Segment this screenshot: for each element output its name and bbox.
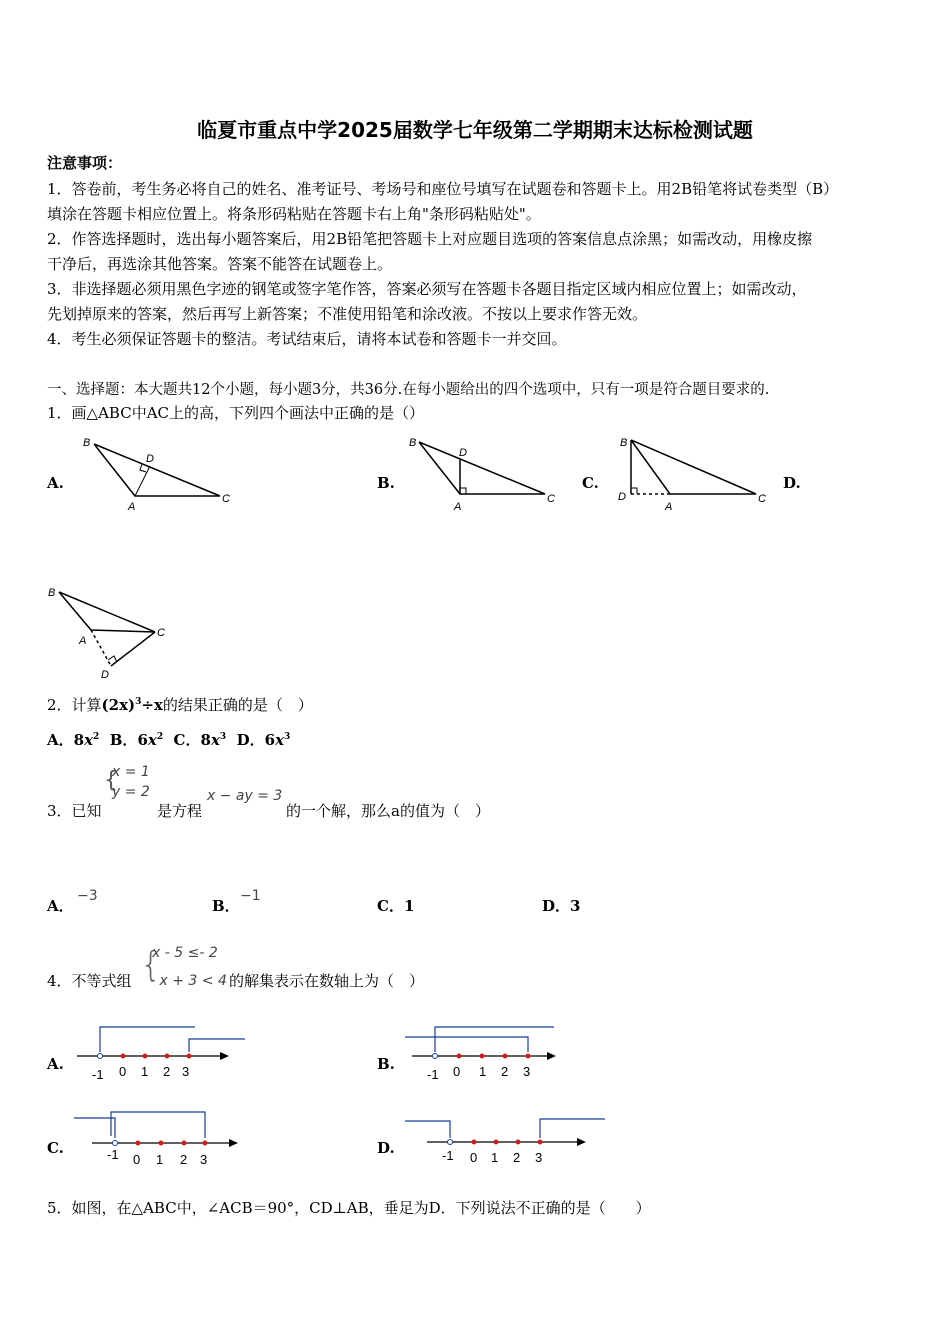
q4-option-c-label: C. (47, 1139, 64, 1157)
q4-numberline-a (75, 1022, 255, 1084)
q3-option-b-letter: B． (212, 897, 240, 915)
question-3-pre: 3．已知 (47, 802, 102, 820)
tick-label: 1 (141, 1064, 149, 1079)
tick-label: 0 (453, 1064, 461, 1079)
vertex-a-label: A (454, 501, 462, 513)
vertex-c-label: C (222, 493, 230, 505)
q1-option-c-label: C. (582, 474, 599, 492)
q1-figure-d (45, 582, 175, 682)
q1-figure-c (612, 432, 777, 514)
q1-figure-a (80, 436, 240, 516)
tick-label: 2 (513, 1150, 521, 1165)
notice-line: 3．非选择题必须用黑色字迹的钢笔或签字笔作答，答案必须写在答题卡各题目指定区域内相应位置上；如需改动， (47, 280, 807, 298)
section-heading: 一、选择题：本大题共12个小题，每小题3分，共36分.在每小题给出的四个选项中，只有一项是符合题目要求的. (47, 382, 770, 398)
q1-option-d-label: D. (783, 474, 801, 492)
tick-label: 0 (133, 1152, 141, 1167)
question-4-post: 的解集表示在数轴上为（ ） (229, 972, 425, 990)
vertex-c-label: C (547, 493, 555, 505)
question-5-stem: 5．如图，在△ABC中，∠ACB＝90°，CD⊥AB，垂足为D．下列说法不正确的是（ ） (47, 1199, 651, 1217)
tick-label: 3 (523, 1064, 531, 1079)
vertex-b-label: B (620, 437, 628, 449)
page-title: 临夏市重点中学2025届数学七年级第二学期期末达标检测试题 (197, 118, 753, 142)
system-eq-2: y = 2 (112, 784, 150, 800)
q4-option-b-label: B. (377, 1055, 395, 1073)
vertex-d-label: D (618, 491, 626, 503)
tick-label: 2 (163, 1064, 171, 1079)
q3-option-a-value: −3 (77, 888, 98, 904)
q2-option-b: B．$6x^2$ (109, 731, 164, 749)
tick-label: 3 (200, 1152, 208, 1167)
system-eq-1: x = 1 (112, 764, 150, 780)
notice-line: 1．答卷前，考生务必将自己的姓名、准考证号、考场号和座位号填写在试题卷和答题卡上。用2B铅笔将试卷类型（B） (47, 180, 839, 198)
tick-label: -1 (92, 1067, 104, 1082)
q1-option-a-label: A. (47, 474, 64, 492)
question-1-stem: 1．画△ABC中AC上的高，下列四个画法中正确的是（） (47, 404, 425, 422)
tick-label: 3 (535, 1150, 543, 1165)
q4-numberline-b (402, 1022, 572, 1084)
notice-heading: 注意事项： (47, 154, 123, 172)
inequality-2: - x + 3 < 4 (150, 973, 227, 989)
vertex-a-label: A (665, 501, 673, 513)
vertex-a-label: A (79, 635, 87, 647)
q4-numberline-c (72, 1106, 252, 1168)
question-3-post: 的一个解，那么a的值为（ ） (286, 802, 490, 820)
tick-label: -1 (442, 1148, 454, 1163)
q4-option-d-label: D. (377, 1139, 395, 1157)
q1-option-b-label: B. (377, 474, 395, 492)
brace: { (140, 945, 162, 985)
notice-line: 2．作答选择题时，选出每小题答案后，用2B铅笔把答题卡上对应题目选项的答案信息点涂黑；如需改动，用橡皮擦 (47, 230, 813, 248)
vertex-a-label: A (128, 501, 136, 513)
notice-line: 先划掉原来的答案，然后再写上新答案；不准使用铅笔和涂改液。不按以上要求作答无效。 (47, 305, 648, 323)
vertex-b-label: B (409, 437, 417, 449)
vertex-b-label: B (48, 587, 56, 599)
vertex-d-label: D (101, 669, 109, 681)
q3-option-d: D．3 (542, 897, 581, 915)
tick-label: 1 (479, 1064, 487, 1079)
q3-option-b-value: −1 (240, 888, 261, 904)
q2-option-c: C．$8x^3$ (173, 731, 227, 749)
tick-label: 1 (491, 1150, 499, 1165)
vertex-b-label: B (83, 437, 91, 449)
question-4-pre: 4．不等式组 (47, 972, 132, 990)
vertex-c-label: C (758, 493, 766, 505)
tick-label: 0 (119, 1064, 127, 1079)
vertex-d-label: D (146, 453, 154, 465)
q4-numberline-d (402, 1106, 612, 1168)
tick-label: -1 (427, 1067, 439, 1082)
notice-line: 干净后，再选涂其他答案。答案不能答在试题卷上。 (47, 255, 393, 273)
tick-label: 0 (470, 1150, 478, 1165)
q1-figure-b (405, 436, 565, 516)
question-3-mid: 是方程 (157, 802, 203, 820)
notice-line: 填涂在答题卡相应位置上。将条形码粘贴在答题卡右上角"条形码粘贴处"。 (47, 205, 541, 223)
q3-option-c: C．1 (377, 897, 415, 915)
tick-label: 1 (156, 1152, 164, 1167)
question-2-options (47, 729, 290, 750)
vertex-c-label: C (157, 627, 165, 639)
question-2-stem: 2．计算$(2x)^3\div x$的结果正确的是（ ） (47, 696, 313, 714)
tick-label: 3 (182, 1064, 190, 1079)
vertex-d-label: D (459, 447, 467, 459)
tick-label: 2 (501, 1064, 509, 1079)
q2-option-a: A．$8x^2$ (47, 731, 100, 749)
equation: x − ay = 3 (207, 788, 283, 804)
notice-line: 4．考生必须保证答题卡的整洁。考试结束后，请将本试卷和答题卡一并交回。 (47, 330, 567, 348)
tick-label: 2 (180, 1152, 188, 1167)
q3-option-a-letter: A． (47, 897, 74, 915)
q2-option-d: D．$6x^3$ (236, 731, 291, 749)
inequality-1: x - 5 ≤- 2 (152, 945, 218, 961)
brace: { (104, 768, 118, 793)
tick-label: -1 (107, 1147, 119, 1162)
q4-option-a-label: A. (47, 1055, 64, 1073)
